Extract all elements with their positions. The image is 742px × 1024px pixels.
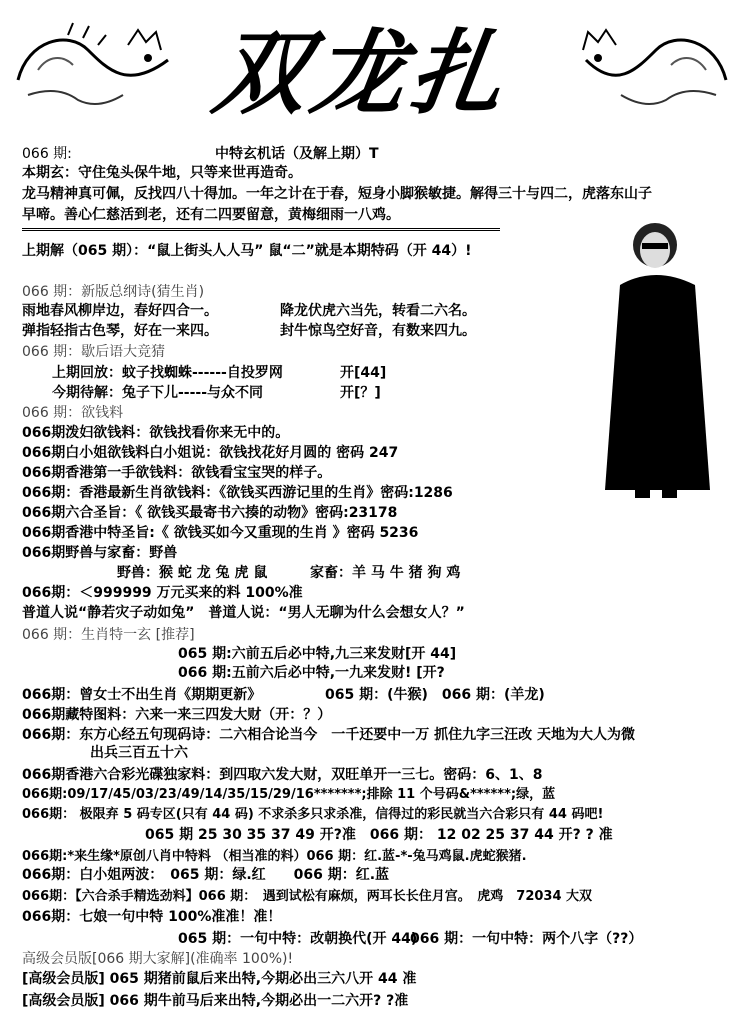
text-line: [高级会员版] 065 期猪前鼠后来出特,今期必出三六八开 44 准 [22,971,417,987]
text-line: 封牛惊鸟空好音，有数来四九。 [280,323,476,339]
text-line: 066期：【六合杀手精选劲料】066 期： 遇到试松有麻烦，两耳长长住月宫。 虎鸡 72034 大双 [22,889,593,904]
text-line: 家畜：羊 马 牛 猪 狗 鸡 [310,565,461,581]
text-line: 上期回放：蚊子找蜘蛛------自投罗网 [52,365,283,381]
text-line: 066期藏特图料：六来一来三四发大财（开：？） [22,707,332,723]
text-line: 出兵三百五十六 [90,745,188,761]
text-line: 066期：七娘一句中特 100%准准！准！ [22,909,282,925]
issue-label: 066 期: [22,146,72,162]
section-heading: 066 期：歇后语大竞猜 [22,344,166,360]
text-line: 066期白小姐欲钱料白小姐说：欲钱找花好月圆的 密码 247 [22,445,399,461]
text-line: 065 期 25 30 35 37 49 开?准 066 期： 12 02 25 37 44 开? ? 准 [145,827,613,843]
page-title: 双龙扎 [207,19,517,127]
text-line: 本期玄：守住兔头保牛地，只等来世再造奇。 [22,165,302,181]
text-line: 066期:09/17/45/03/23/49/14/35/15/29/16*******;排除 11 个号码&******;绿，蓝 [22,787,556,802]
text-line: 066期香港第一手欲钱料：欲钱看宝宝哭的样子。 [22,465,332,481]
header-banner [0,0,742,132]
text-line: 066期野兽与家畜：野兽 [22,545,178,561]
text-line: 降龙伏虎六当先，转看二六名。 [280,303,476,319]
divider [22,228,500,231]
text-line: 弹指轻指古色琴，好在一来四。 [22,323,218,339]
text-line: 开[？] [340,385,381,401]
dragon-right-icon [576,10,736,115]
text-line: 066期：香港最新生肖欲钱料：《欲钱买西游记里的生肖》密码:1286 [22,485,453,501]
text-line: 066期六合圣旨：《 欲钱买最寄书六揍的动物》密码:23178 [22,505,398,521]
text-line: 065 期:六前五后必中特,九三来发财[开 44] [178,646,457,662]
text-line: 今期待解：兔子下儿-----与众不同 [52,385,264,401]
text-line: 066 期：一句中特：两个八字（??） [410,931,643,947]
text-line: 066 期:五前六后必中特,一九来发财! [开? [178,665,445,681]
text-line: 066期：东方心经五句现码诗：二六相合论当今 一千还要中一万 抓住九字三汪改 天地为大人为微 [22,727,635,743]
text-line: 066期：曾女士不出生肖《期期更新》 [22,687,262,703]
text-line: 龙马精神真可佩，反找四八十得加。一年之计在于春，短身小脚猴敏捷。解得三十与四二，虎落东山子 [22,186,652,202]
text-line: [高级会员版] 066 期牛前马后来出特,今期必出一二六开? ?准 [22,993,409,1009]
dragon-left-icon [8,10,178,115]
section-heading: 高级会员版[066 期大家解](准确率 100%)! [22,951,294,967]
text-line: 066期：＜999999 万元买来的料 100%准 [22,585,303,601]
text-line: 上期解（065 期）：“鼠上街头人人马” 鼠“二”就是本期特码（开 44）! [22,243,472,259]
section-heading: 066 期：生肖特一玄 [推荐] [22,627,195,643]
text-line: 早啼。善心仁慈活到老，还有二四要留意，黄梅细雨一八鸡。 [22,207,400,223]
text-line: 066期：白小姐两波： 065 期：绿.红 066 期：红.蓝 [22,867,390,883]
text-line: 雨地春风柳岸边，春好四合一。 [22,303,218,319]
text-line: 066期香港中特圣旨:《 欲钱买如今又重现的生肖 》密码 5236 [22,525,419,541]
text-line: 普道人说“静若灾子动如兔” 普道人说：“男人无聊为什么会想女人？” [22,605,465,621]
section-heading: 中特玄机话（及解上期）T [215,146,379,162]
text-line: 066期香港六合彩光碟独家料：到四取六发大财，双旺单开一三七。密码：6、1、8 [22,767,543,783]
text-line: 开[44] [340,365,387,381]
person-photo-icon [600,210,720,500]
text-line: 065 期：一句中特：改朝换代(开 44) [178,931,418,947]
section-heading: 066 期：欲钱料 [22,405,124,421]
text-line: 066期： 极限弃 5 码专区(只有 44 码) 不求杀多只求杀准，信得过的彩民就当六合彩只有 44 码吧! [22,807,604,822]
text-line: 065 期：(牛猴) 066 期：(羊龙) [325,687,545,703]
text-line: 066期泼妇欲钱料：欲钱找看你来无中的。 [22,425,290,441]
text-line: 野兽：猴 蛇 龙 兔 虎 鼠 [117,565,268,581]
section-heading: 066 期：新版总纲诗(猜生肖) [22,284,205,300]
text-line: 066期:*来生缘*原创八肖中特料 （相当准的料）066 期：红.蓝-*-兔马鸡鼠.虎蛇猴猪. [22,849,527,864]
